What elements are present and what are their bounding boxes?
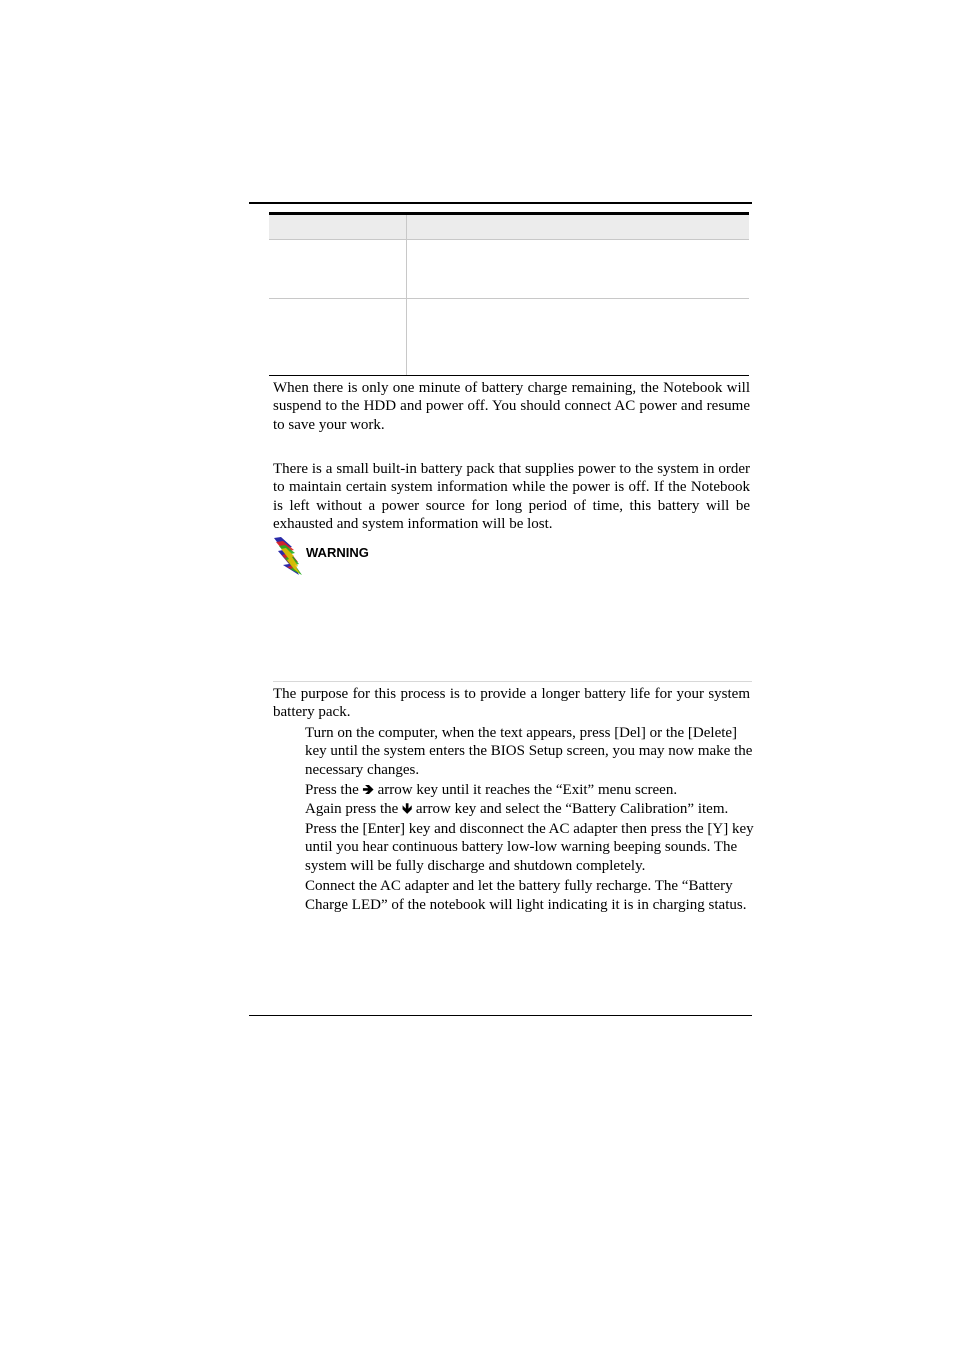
down-arrow-icon: 🡻 xyxy=(402,800,413,817)
step-5: Connect the AC adapter and let the battery fully recharge. The “Battery Charge LED” of the notebook will light indicating it is in charging status. xyxy=(305,878,747,913)
right-arrow-icon: 🡺 xyxy=(362,782,374,799)
table-row-divider xyxy=(269,239,749,240)
step-3-text-before: Again press the xyxy=(305,800,403,817)
warning-callout xyxy=(273,536,393,576)
battery-status-table xyxy=(269,212,749,376)
table-column-divider xyxy=(406,215,407,376)
header-rule xyxy=(249,202,752,204)
table-row-divider xyxy=(269,298,749,299)
step-2-text-before: Press the xyxy=(305,782,363,799)
step-3-text-after: arrow key and select the “Battery Calibration” item. xyxy=(412,800,729,817)
step-2-text-after: arrow key until it reaches the “Exit” menu screen. xyxy=(373,782,678,799)
footer-rule xyxy=(249,1015,752,1016)
step-4: Press the [Enter] key and disconnect the AC adapter then press the [Y] key until you hear continuous battery low-low warning beeping sounds. The system will be fully discharge and shutdown completely. xyxy=(305,821,754,874)
step-2 xyxy=(305,781,757,799)
calibration-steps xyxy=(305,724,757,916)
table-header-row xyxy=(269,215,749,239)
step-3 xyxy=(305,800,757,818)
calibration-purpose-paragraph: The purpose for this process is to provide a longer battery life for your system battery pack. xyxy=(273,686,750,721)
warning-label: WARNING xyxy=(306,545,369,560)
one-minute-paragraph: When there is only one minute of battery charge remaining, the Notebook will suspend to the HDD and power off. You should connect AC power and resume to save your work. xyxy=(273,380,750,433)
builtin-battery-paragraph: There is a small built-in battery pack that supplies power to the system in order to maintain certain system information while the power is off. If the Notebook is left without a power source for long period of time, this battery will be exhausted and system information will be lost. xyxy=(273,461,750,533)
warning-icon xyxy=(273,536,305,576)
section-separator xyxy=(273,681,752,682)
table-bottom-border xyxy=(269,375,749,376)
step-1: Turn on the computer, when the text appears, press [Del] or the [Delete] key until the system enters the BIOS Setup screen, you may now make the necessary changes. xyxy=(305,725,753,778)
